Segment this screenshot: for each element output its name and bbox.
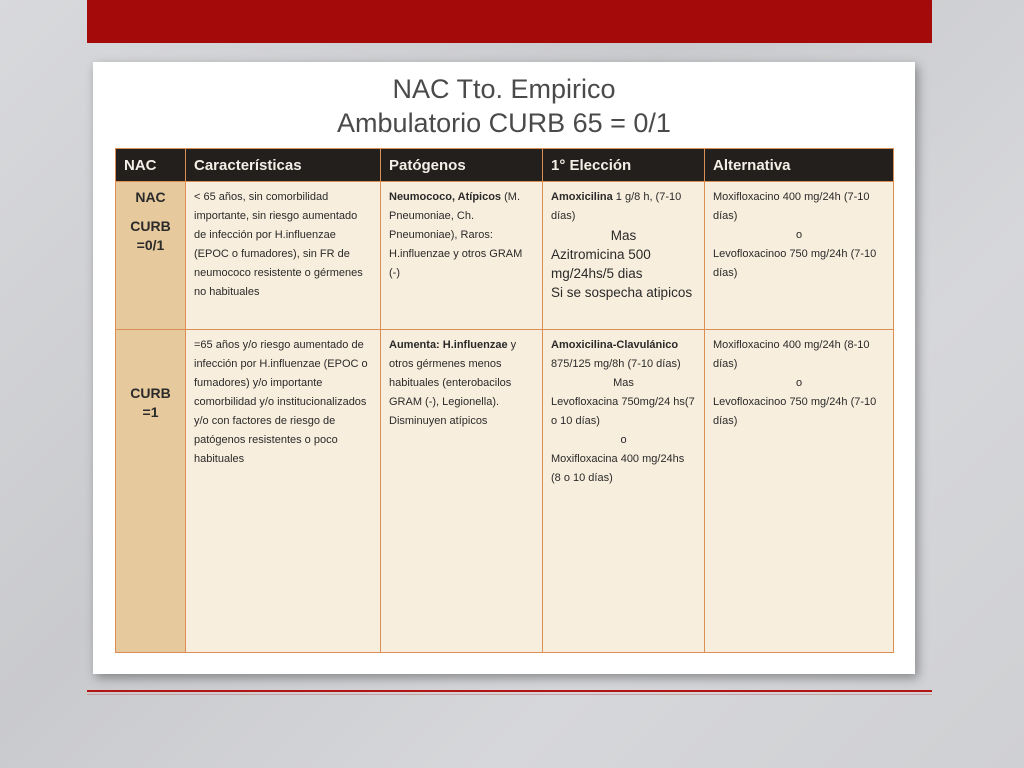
eleccion-atipicos: Si se sospecha atipicos [551,285,693,300]
alt-option-b: Levofloxacinoo 750 mg/24h (7-10 días) [713,396,877,427]
alt-or: o [795,377,803,389]
header-patogenos: Patógenos [381,149,543,182]
slide-panel [93,62,915,674]
eleccion-mas: Mas [613,377,634,389]
table-row [116,330,894,653]
alt-option-a: Moxifloxacino 400 mg/24h (7-10 días) [713,191,870,222]
header-nac: NAC [116,149,186,182]
nac-cell [116,330,186,653]
header-alternativa: Alternativa [705,149,894,182]
patogenos-bold: Aumenta: H.influenzae [389,339,508,351]
eleccion-drug: Amoxicilina [551,191,613,203]
curb-value: =0/1 [136,237,165,253]
alt-option-b: Levofloxacinoo 750 mg/24h (7-10 días) [713,248,877,279]
caracteristicas-cell: =65 años y/o riesgo aumentado de infección por H.influenzae (EPOC o fumadores) y/o importante comorbilidad y/o institucionalizados y/o con factores de riesgo de patógenos resistentes o poco habituales [186,330,381,653]
title-line-1: NAC Tto. Empirico [392,74,616,104]
header-caracteristicas: Características [186,149,381,182]
eleccion-levo: Levofloxacina 750mg/24 hs(7 o 10 días) [551,396,695,427]
eleccion-or: o [620,434,627,446]
header-eleccion: 1° Elección [543,149,705,182]
slide-title [93,72,915,140]
curb-label: CURB [130,385,171,401]
eleccion-moxi: Moxifloxacina 400 mg/24hs (8 o 10 días) [551,453,685,484]
eleccion-azitro: Azitromicina 500 mg/24hs/5 dias [551,247,651,281]
curb-label: CURB [130,218,171,234]
eleccion-dose: 1 g/8 h, (7-10 días) [551,191,682,222]
table-header-row [116,149,894,182]
alternativa-cell [705,330,894,653]
eleccion-cell [543,182,705,330]
caracteristicas-cell: < 65 años, sin comorbilidad importante, sin riesgo aumentado de infección por H.influenzae (EPOC o fumadores), sin FR de neumococo resistente o gérmenes no habituales [186,182,381,330]
top-banner-bar [87,0,932,43]
alternativa-cell [705,182,894,330]
eleccion-drug: Amoxicilina-Clavulánico [551,339,679,351]
eleccion-mas: Mas [610,228,637,243]
bottom-rule [87,690,932,692]
table-row [116,182,894,330]
eleccion-dose: 875/125 mg/8h (7-10 días) [551,358,681,370]
patogenos-cell [381,182,543,330]
patogenos-bold: Neumococo, Atípicos [389,191,502,203]
patogenos-rest: (M. Pneumoniae, Ch. Pneumoniae), Raros: H.influenzae y otros GRAM (-) [389,191,523,279]
title-line-2: Ambulatorio CURB 65 = 0/1 [337,108,671,138]
treatment-table [115,148,894,653]
eleccion-cell [543,330,705,653]
alt-or: o [795,229,803,241]
alt-option-a: Moxifloxacino 400 mg/24h (8-10 días) [713,339,870,370]
nac-cell [116,182,186,330]
curb-value: =1 [142,404,159,420]
patogenos-rest: y otros gérmenes menos habituales (enterobacilos GRAM (-), Legionella). Disminuyen atípicos [389,339,517,427]
nac-label: NAC [135,189,166,205]
bottom-rule-shadow [87,694,932,695]
patogenos-cell [381,330,543,653]
